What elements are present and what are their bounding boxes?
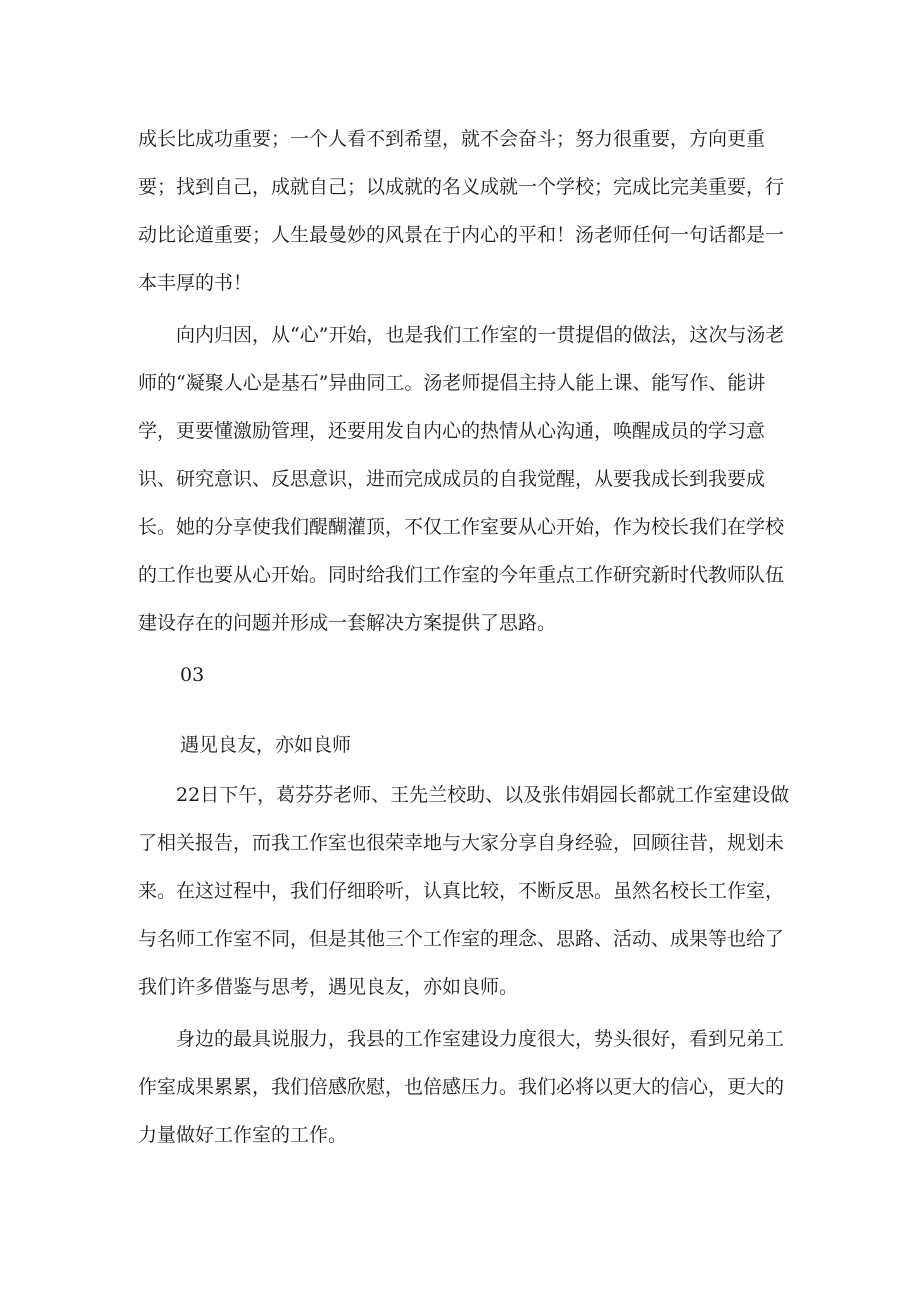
paragraph-closing: 身边的最具说服力，我县的工作室建设力度很大，势头很好，看到兄弟工作室成果累累，我们倍感欣慰，也倍感压力。我们必将以更大的信心，更大的力量做好工作室的工作。 (138, 1028, 785, 1146)
paragraph-continuation: 成长比成功重要；一个人看不到希望，就不会奋斗；努力很重要，方向更重要；找到自己，成就自己；以成就的名义成就一个学校；完成比完美重要，行动比论道重要；人生最曼妙的风景在于内心的平和！汤老师任何一句话都是一本丰厚的书！ (138, 128, 785, 294)
section-number: 03 (180, 664, 205, 686)
paragraph-heart: 向内归因，从“心”开始，也是我们工作室的一贯提倡的做法，这次与汤老师的“凝聚人心是基石”异曲同工。汤老师提倡主持人能上课、能写作、能讲学，更要懂激励管理，还要用发自内心的热情从心沟通，唤醒成员的学习意识、研究意识、反思意识，进而完成成员的自我觉醒，从要我成长到我要成长。她的分享使我们醍醐灌顶，不仅工作室要从心开始，作为校长我们在学校的工作也要从心开始。同时给我们工作室的今年重点工作研究新时代教师队伍建设存在的问题并形成一套解决方案提供了思路。 (138, 324, 785, 634)
section-title: 遇见良友，亦如良师 (180, 734, 352, 756)
paragraph-report: 22日下午，葛芬芬老师、王先兰校助、以及张伟娟园长都就工作室建设做了相关报告，而我工作室也很荣幸地与大家分享自身经验，回顾往昔，规划未来。在这过程中，我们仔细聆听，认真比较，不断反思。虽然名校长工作室，与名师工作室不同，但是其他三个工作室的理念、思路、活动、成果等也给了我们许多借鉴与思考，遇见良友，亦如良师。 (138, 784, 790, 998)
